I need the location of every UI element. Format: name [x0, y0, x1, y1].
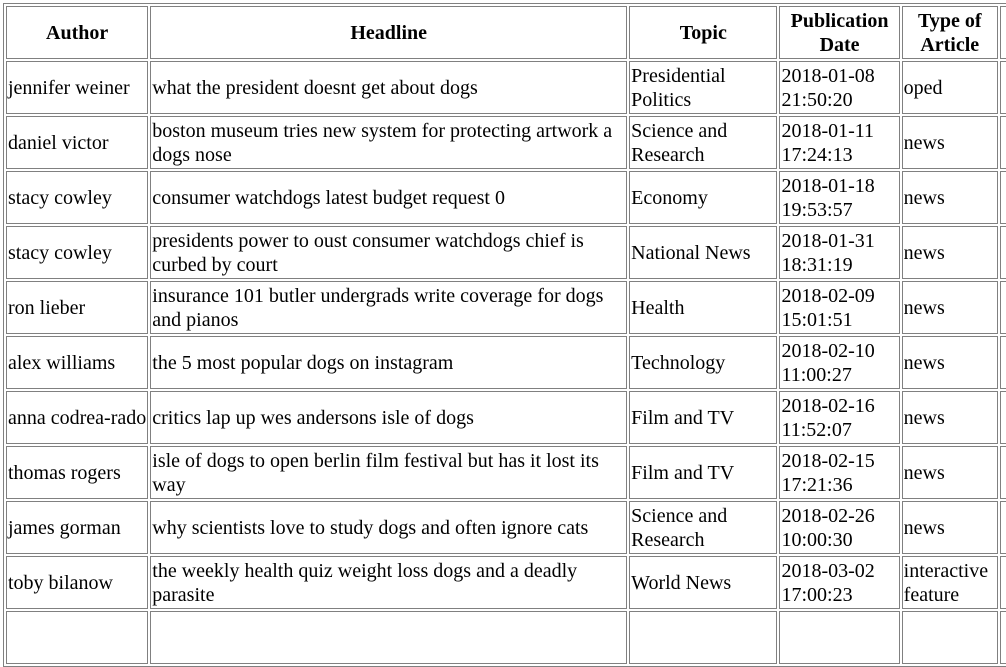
cell-topic: World News: [629, 556, 777, 609]
cell-empty: [779, 611, 899, 664]
cell-empty: [902, 611, 998, 664]
cell-headline: critics lap up wes andersons isle of dogs: [150, 391, 627, 444]
cell-author: alex williams: [6, 336, 148, 389]
cell-author: anna codrea-rado: [6, 391, 148, 444]
cell-publication-date: 2018-01-11 17:24:13: [779, 116, 899, 169]
cell-headline: isle of dogs to open berlin film festival but has it lost its way: [150, 446, 627, 499]
cell-publication-date: 2018-01-18 19:53:57: [779, 171, 899, 224]
cell-empty: [6, 611, 148, 664]
column-header-type-of-article: Type of Article: [902, 6, 998, 59]
cell-offscreen: [1000, 61, 1006, 114]
cell-publication-date: 2018-01-08 21:50:20: [779, 61, 899, 114]
cell-offscreen: [1000, 226, 1006, 279]
cell-publication-date: 2018-01-31 18:31:19: [779, 226, 899, 279]
cell-publication-date: 2018-02-09 15:01:51: [779, 281, 899, 334]
cell-headline: insurance 101 butler undergrads write coverage for dogs and pianos: [150, 281, 627, 334]
cell-topic: Economy: [629, 171, 777, 224]
cell-publication-date: 2018-02-26 10:00:30: [779, 501, 899, 554]
cell-topic: Presidential Politics: [629, 61, 777, 114]
cell-type-of-article: news: [902, 171, 998, 224]
cell-author: thomas rogers: [6, 446, 148, 499]
cell-offscreen: [1000, 446, 1006, 499]
cell-topic: Technology: [629, 336, 777, 389]
cell-topic: Film and TV: [629, 446, 777, 499]
cell-headline: consumer watchdogs latest budget request 0: [150, 171, 627, 224]
cell-offscreen: [1000, 556, 1006, 609]
cell-author: toby bilanow: [6, 556, 148, 609]
cell-offscreen: [1000, 116, 1006, 169]
cell-headline: presidents power to oust consumer watchdogs chief is curbed by court: [150, 226, 627, 279]
cell-type-of-article: oped: [902, 61, 998, 114]
cell-topic: Film and TV: [629, 391, 777, 444]
cell-headline: the weekly health quiz weight loss dogs and a deadly parasite: [150, 556, 627, 609]
cell-author: james gorman: [6, 501, 148, 554]
cell-type-of-article: interactive feature: [902, 556, 998, 609]
table-row: [6, 116, 1006, 169]
cell-publication-date: 2018-02-10 11:00:27: [779, 336, 899, 389]
table-row: [6, 556, 1006, 609]
cell-type-of-article: news: [902, 116, 998, 169]
column-header-topic: Topic: [629, 6, 777, 59]
cell-type-of-article: news: [902, 336, 998, 389]
cell-topic: National News: [629, 226, 777, 279]
cell-topic: Science and Research: [629, 116, 777, 169]
cell-empty: [629, 611, 777, 664]
table-row: [6, 446, 1006, 499]
cell-publication-date: 2018-02-16 11:52:07: [779, 391, 899, 444]
table-row: [6, 226, 1006, 279]
cell-headline: the 5 most popular dogs on instagram: [150, 336, 627, 389]
cell-topic: Health: [629, 281, 777, 334]
cell-offscreen: [1000, 171, 1006, 224]
cell-type-of-article: news: [902, 501, 998, 554]
table-row: [6, 171, 1006, 224]
table-row: [6, 611, 1006, 664]
articles-table: [3, 3, 1006, 667]
cell-author: stacy cowley: [6, 171, 148, 224]
cell-offscreen: [1000, 281, 1006, 334]
table-row: [6, 391, 1006, 444]
cell-offscreen: [1000, 391, 1006, 444]
column-header-offscreen: [1000, 6, 1006, 59]
table-header: [6, 6, 1006, 59]
cell-empty: [1000, 611, 1006, 664]
cell-author: stacy cowley: [6, 226, 148, 279]
cell-author: jennifer weiner: [6, 61, 148, 114]
cell-publication-date: 2018-02-15 17:21:36: [779, 446, 899, 499]
cell-type-of-article: news: [902, 281, 998, 334]
table-row: [6, 336, 1006, 389]
cell-type-of-article: news: [902, 446, 998, 499]
cell-author: ron lieber: [6, 281, 148, 334]
cell-type-of-article: news: [902, 226, 998, 279]
table-row: [6, 501, 1006, 554]
cell-topic: Science and Research: [629, 501, 777, 554]
cell-headline: what the president doesnt get about dogs: [150, 61, 627, 114]
header-row: [6, 6, 1006, 59]
cell-author: daniel victor: [6, 116, 148, 169]
cell-offscreen: [1000, 336, 1006, 389]
table-row: [6, 61, 1006, 114]
table-body: [6, 61, 1006, 664]
column-header-author: Author: [6, 6, 148, 59]
column-header-headline: Headline: [150, 6, 627, 59]
cell-offscreen: [1000, 501, 1006, 554]
column-header-publication-date: Publication Date: [779, 6, 899, 59]
table-row: [6, 281, 1006, 334]
cell-headline: why scientists love to study dogs and often ignore cats: [150, 501, 627, 554]
cell-empty: [150, 611, 627, 664]
cell-headline: boston museum tries new system for protecting artwork a dogs nose: [150, 116, 627, 169]
cell-publication-date: 2018-03-02 17:00:23: [779, 556, 899, 609]
cell-type-of-article: news: [902, 391, 998, 444]
